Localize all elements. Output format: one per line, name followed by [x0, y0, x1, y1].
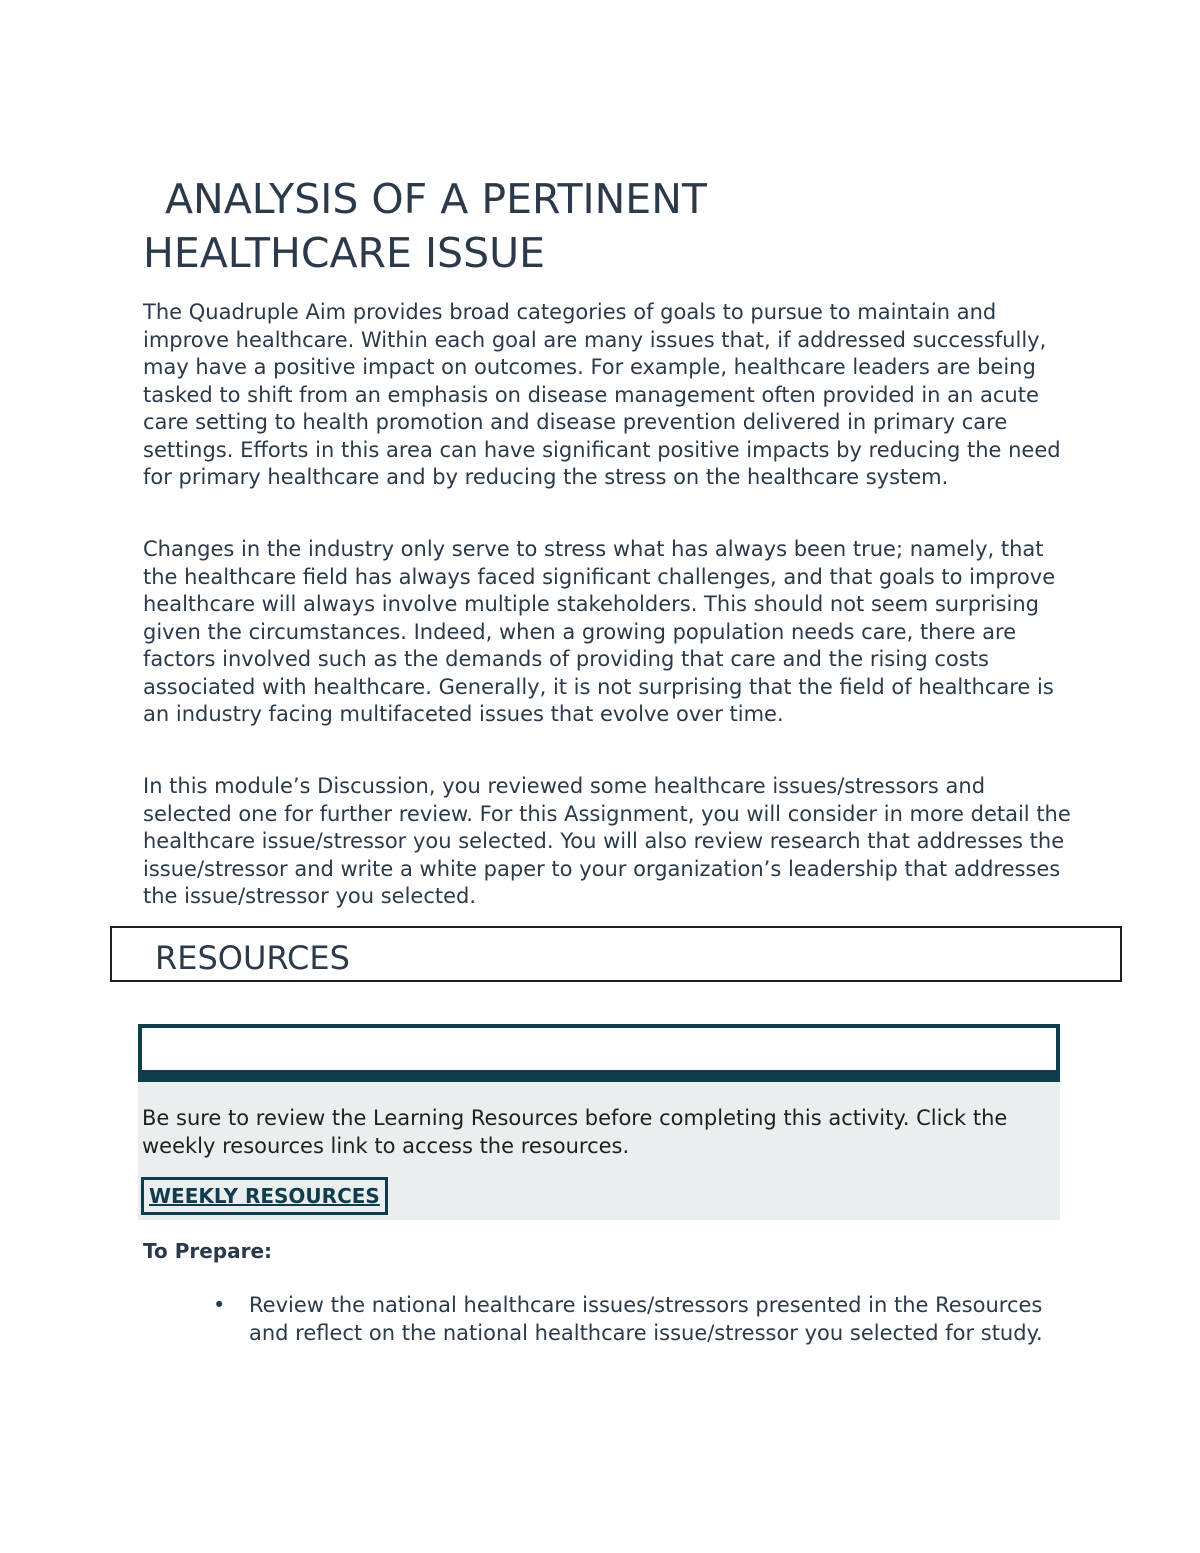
intro-paragraph: The Quadruple Aim provides broad categories of goals to pursue to maintain and improve healthcare. Within each goal are many issues that, if addressed successfully, may have a positive impact on outcomes. For example, healthcare leaders are being tasked to shift from an emphasis on disease management often provided in an acute care setting to health promotion and disease prevention delivered in primary care settings. Efforts in this area can have significant positive impacts by reducing the need for primary healthcare and by reducing the stress on the healthcare system. [143, 300, 1061, 489]
context-paragraph: Changes in the industry only serve to stress what has always been true; namely, that the healthcare field has always faced significant challenges, and that goals to improve healthcare will always involve multiple stakeholders. This should not seem surprising given the circumstances. Indeed, when a growing population needs care, there are factors involved such as the demands of providing that care and the rising costs associated with healthcare. Generally, it is not surprising that the field of healthcare is an industry facing multifaceted issues that evolve over time. [143, 537, 1056, 726]
list-item [210, 1291, 1060, 1347]
resources-callout [138, 1024, 1060, 1220]
page-title-line-2: HEALTHCARE ISSUE [143, 229, 546, 277]
callout-header-bar [138, 1024, 1060, 1082]
prepare-list [210, 1291, 1060, 1347]
list-item-text: Review the national healthcare issues/stressors presented in the Resources and reflect on the national healthcare issue/stressor you selected for study. [249, 1293, 1043, 1345]
weekly-resources-link[interactable]: WEEKLY RESOURCES [141, 1177, 388, 1215]
callout-text: Be sure to review the Learning Resources before completing this activity. Click the weekly resources link to access the resources. [142, 1106, 1008, 1158]
page-title-line-1: ANALYSIS OF A PERTINENT [165, 175, 707, 223]
resources-section-header [110, 926, 1122, 982]
bullet-icon: • [213, 1293, 226, 1317]
to-prepare-heading: To Prepare: [143, 1239, 273, 1263]
resources-heading: RESOURCES [155, 939, 350, 977]
assignment-paragraph: In this module’s Discussion, you reviewed some healthcare issues/stressors and selected one for further review. For this Assignment, you will consider in more detail the healthcare issue/stressor you selected. You will also review research that addresses the issue/stressor and write a white paper to your organization’s leadership that addresses the issue/stressor you selected. [143, 774, 1071, 908]
page-title [143, 172, 1043, 280]
